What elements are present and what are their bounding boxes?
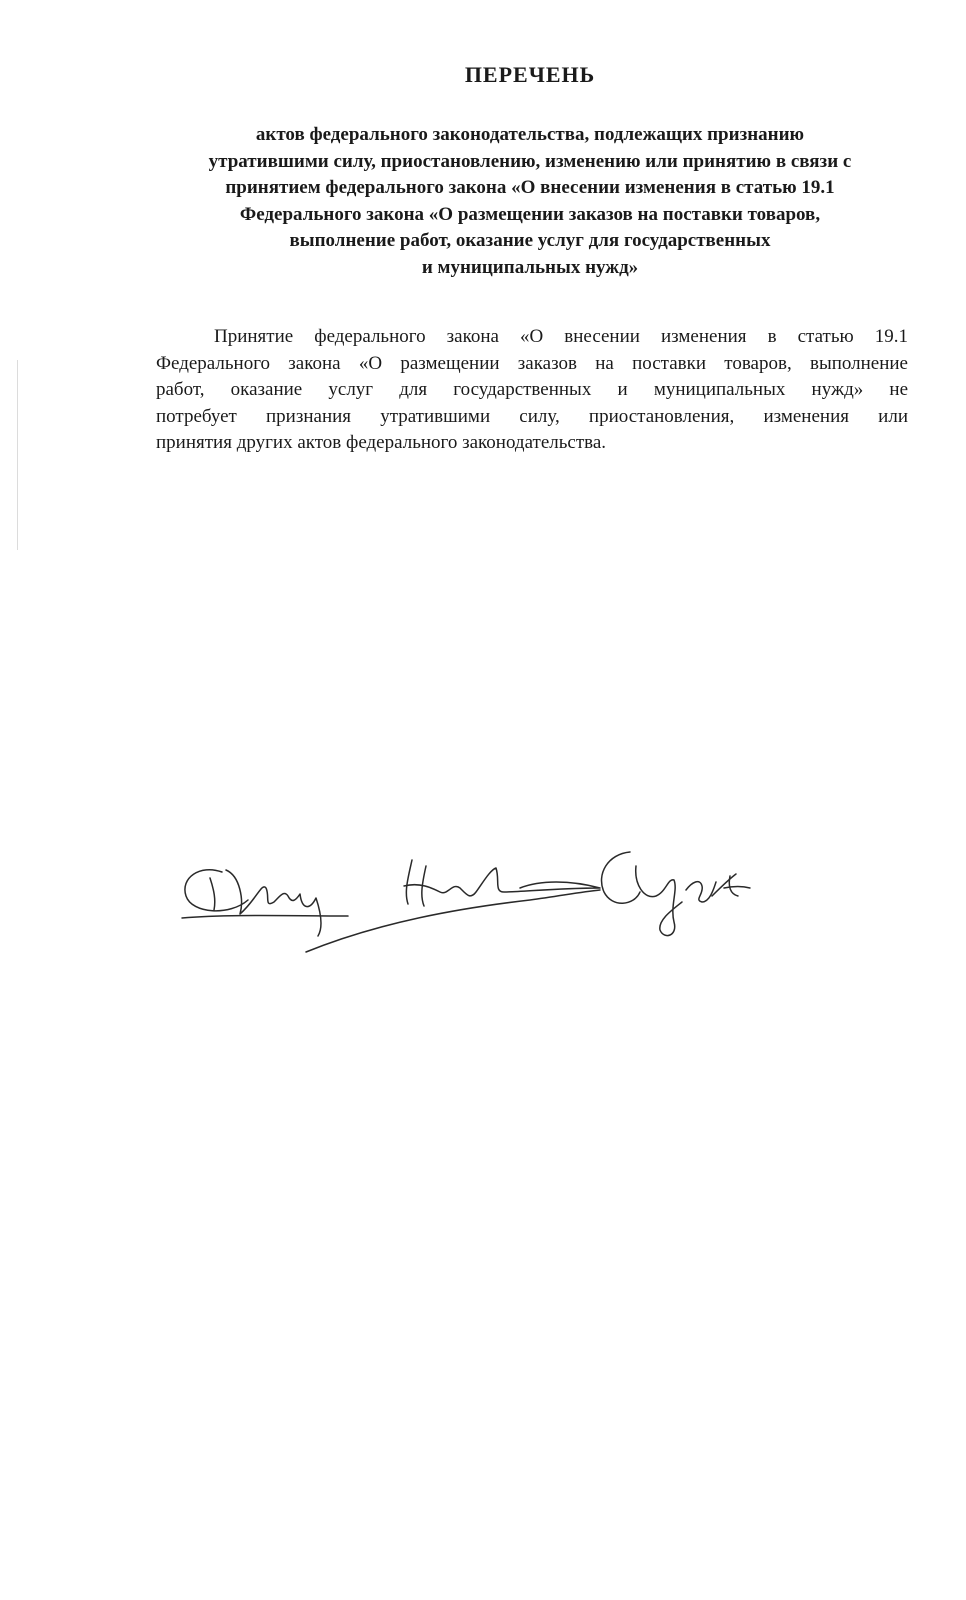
body-line: потребует признания утратившими силу, приостановления, изменения или (156, 405, 908, 427)
signature-3 (590, 830, 760, 950)
subtitle-line: актов федерального законодательства, подлежащих признанию (255, 124, 805, 145)
subtitle-line: утратившими силу, приостановлению, изменению или принятию в связи с (208, 150, 852, 172)
signature-3-drawing (590, 830, 760, 950)
document-title: ПЕРЕЧЕНЬ (464, 62, 596, 87)
body-line: Принятие федерального закона «О внесении изменения в статью 19.1 (214, 326, 908, 347)
signature-2 (300, 830, 620, 970)
signatures-block (170, 830, 770, 970)
signature-2-drawing (300, 830, 620, 970)
scan-edge-mark (17, 360, 18, 550)
subtitle-line: Федерального закона «О размещении заказов на поставки товаров, (239, 203, 821, 225)
body-line: работ, оказание услуг для государственных и муниципальных нужд» не (156, 379, 908, 400)
document-body-paragraph (156, 324, 908, 457)
body-line: Федерального закона «О размещении заказов на поставки товаров, выполнение (156, 352, 908, 374)
subtitle-line: выполнение работ, оказание услуг для государственных (289, 230, 771, 251)
subtitle-line: принятием федерального закона «О внесении изменения в статью 19.1 (225, 177, 835, 198)
subtitle-line: и муниципальных нужд» (421, 256, 639, 278)
body-line: принятия других актов федерального законодательства. (156, 432, 607, 453)
document-subtitle (150, 122, 910, 281)
